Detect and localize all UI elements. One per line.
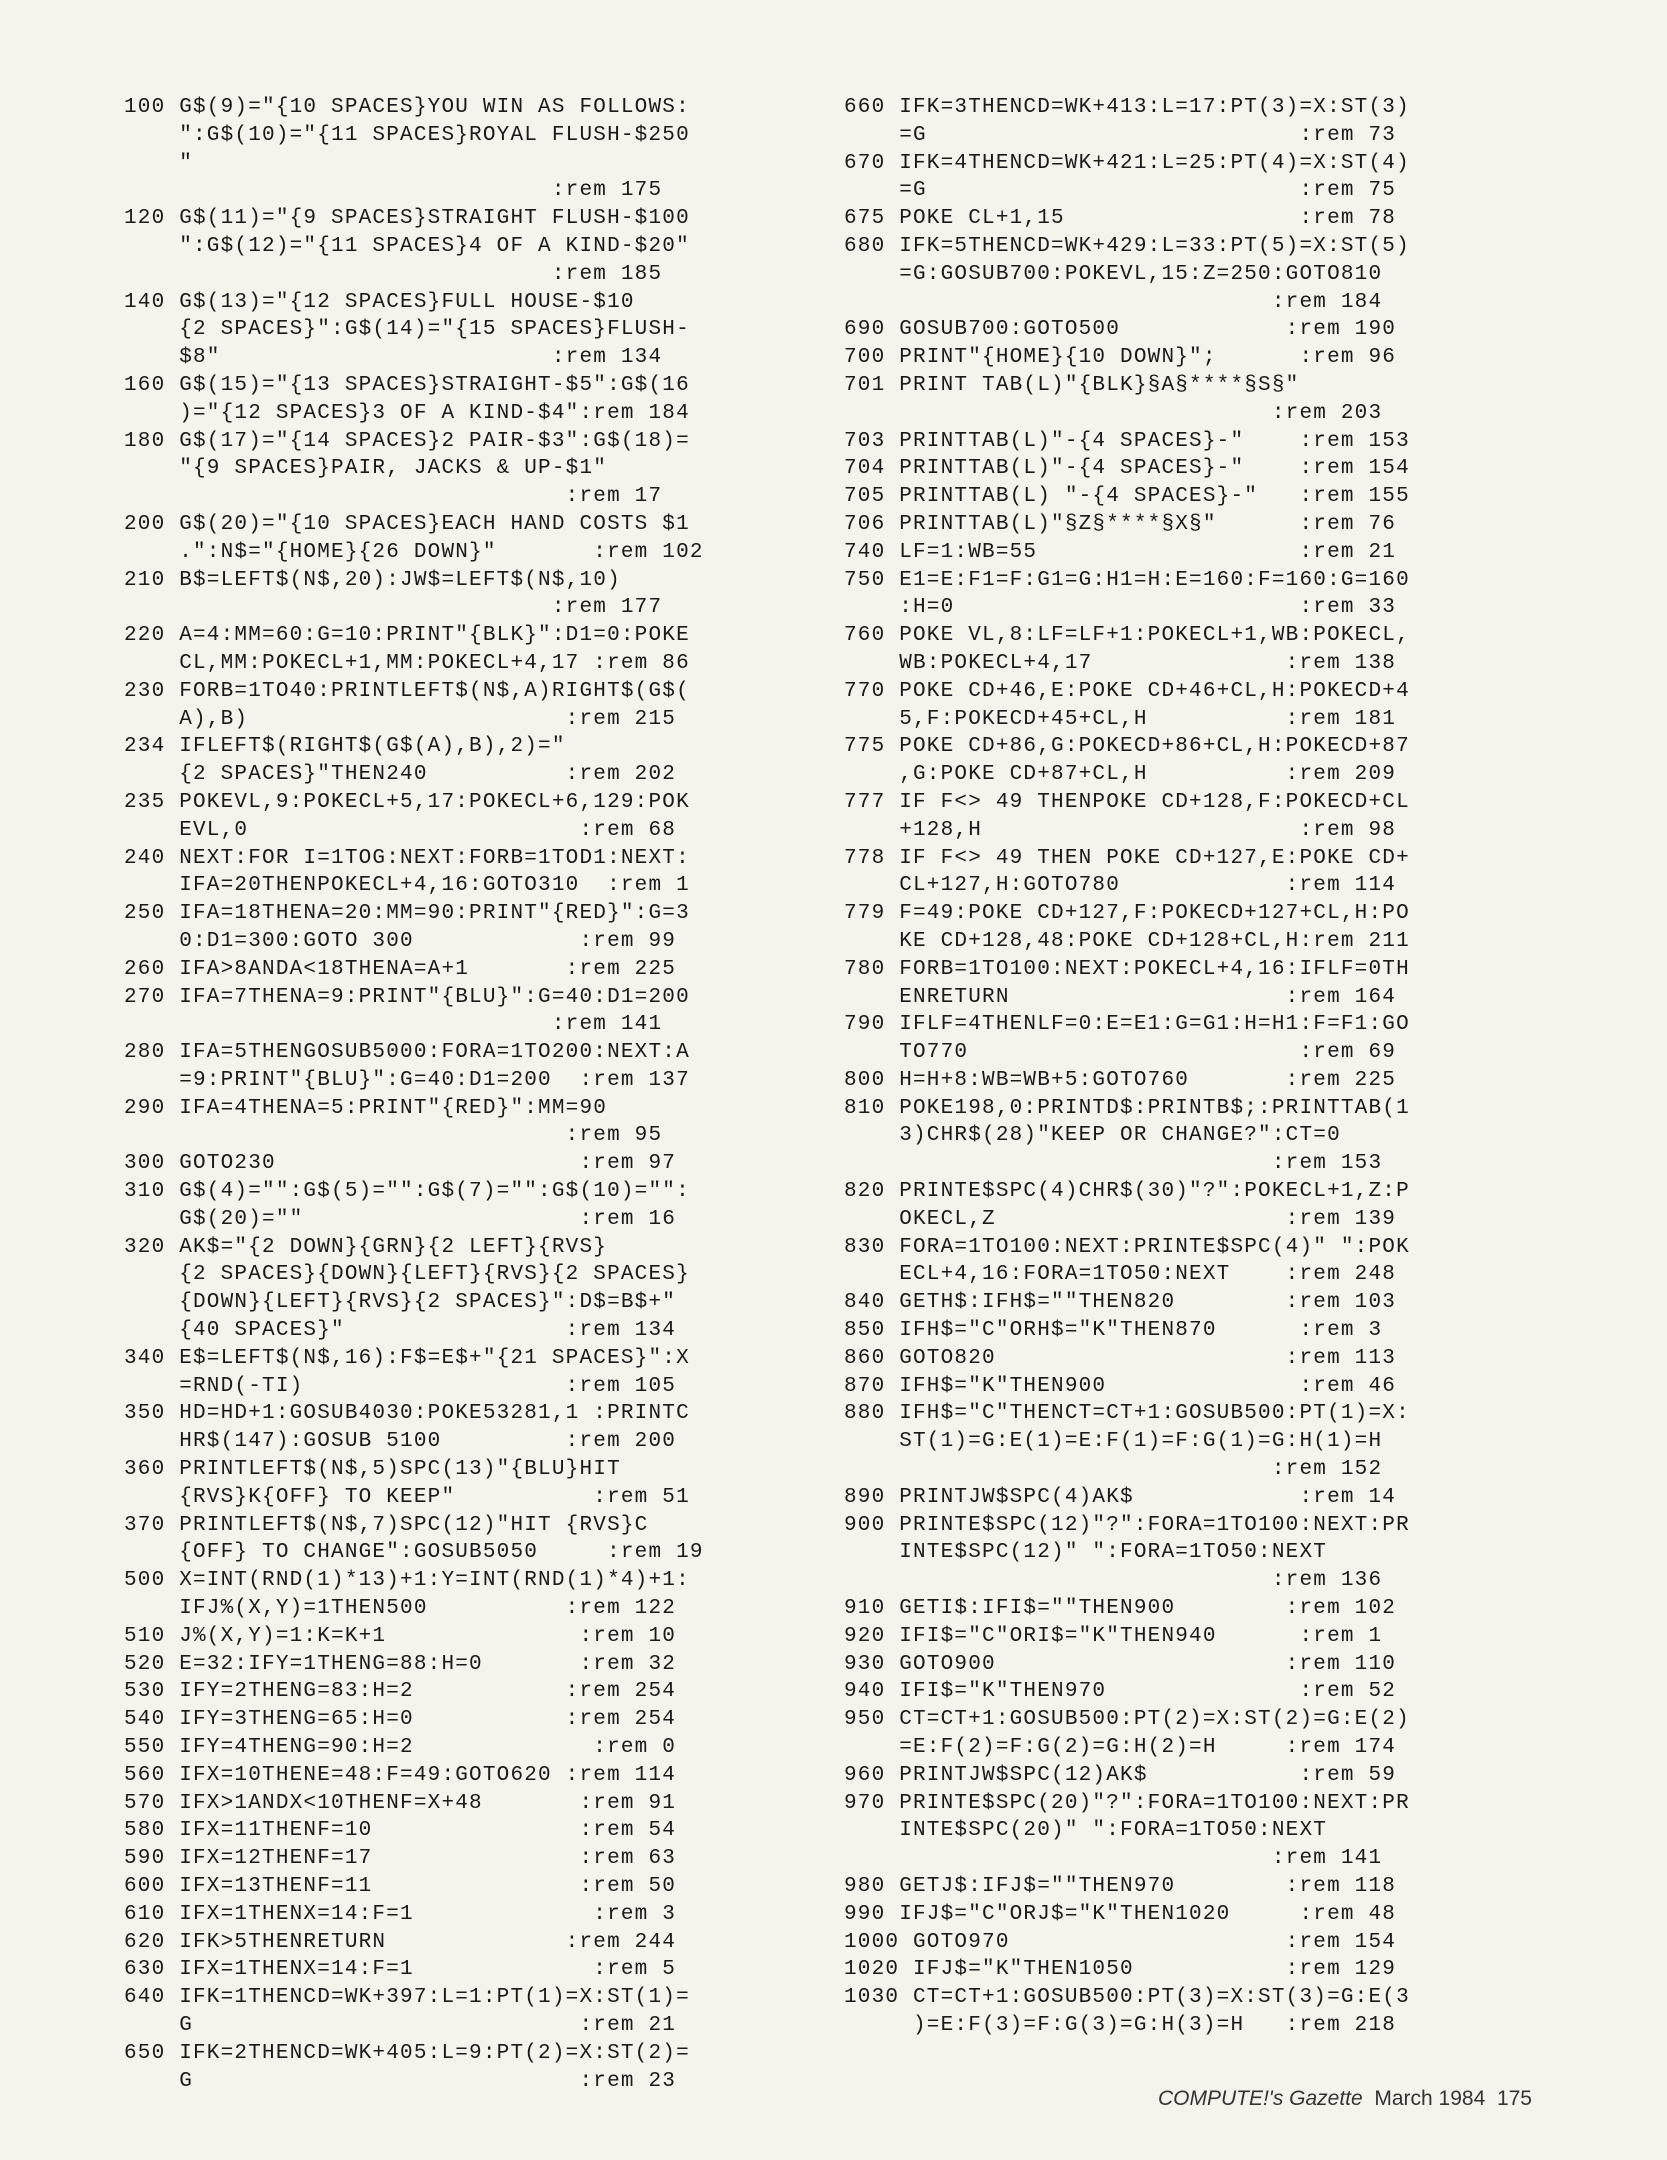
- code-line: 550 IFY=4THENG=90:H=2 :rem 0: [124, 1736, 677, 1760]
- code-line: {2 SPACES}{DOWN}{LEFT}{RVS}{2 SPACES}: [124, 1263, 690, 1287]
- code-line: 890 PRINTJW$SPC(4)AK$ :rem 14: [844, 1485, 1397, 1509]
- code-line: 703 PRINTTAB(L)"-{4 SPACES}-" :rem 153: [844, 429, 1410, 453]
- code-line: 790 IFLF=4THENLF=0:E=E1:G=G1:H=H1:F=F1:GO: [844, 1013, 1410, 1037]
- code-line: 675 POKE CL+1,15 :rem 78: [844, 207, 1397, 231]
- code-line: 777 IF F<> 49 THENPOKE CD+128,F:POKECD+CL: [844, 790, 1410, 814]
- code-line: 500 X=INT(RND(1)*13)+1:Y=INT(RND(1)*4)+1:: [124, 1569, 690, 1593]
- code-line: CL,MM:POKECL+1,MM:POKECL+4,17 :rem 86: [124, 651, 690, 675]
- code-line: 870 IFH$="K"THEN900 :rem 46: [844, 1374, 1397, 1398]
- code-line: 910 GETI$:IFI$=""THEN900 :rem 102: [844, 1597, 1397, 1621]
- code-line: :rem 175: [124, 179, 663, 203]
- code-line: ": [124, 151, 194, 175]
- code-line: 940 IFI$="K"THEN970 :rem 52: [844, 1680, 1397, 1704]
- code-line: :rem 141: [844, 1847, 1383, 1871]
- code-line: 701 PRINT TAB(L)"{BLK}§A§****§S§": [844, 373, 1300, 397]
- code-line: 360 PRINTLEFT$(N$,5)SPC(13)"{BLU}HIT: [124, 1458, 621, 1482]
- issue-date: March 1984: [1374, 2087, 1486, 2110]
- code-line: =9:PRINT"{BLU}":G=40:D1=200 :rem 137: [124, 1068, 690, 1092]
- code-line: 100 G$(9)="{10 SPACES}YOU WIN AS FOLLOWS:: [124, 96, 690, 119]
- code-line: HR$(147):GOSUB 5100 :rem 200: [124, 1430, 677, 1454]
- code-line: 260 IFA>8ANDA<18THENA=A+1 :rem 225: [124, 957, 677, 981]
- code-line: 0:D1=300:GOTO 300 :rem 99: [124, 929, 677, 953]
- code-line: 1020 IFJ$="K"THEN1050 :rem 129: [844, 1958, 1397, 1982]
- code-line: =RND(-TI) :rem 105: [124, 1374, 677, 1398]
- code-line: 990 IFJ$="C"ORJ$="K"THEN1020 :rem 48: [844, 1902, 1397, 1926]
- code-line: 778 IF F<> 49 THEN POKE CD+127,E:POKE CD+: [844, 846, 1410, 870]
- code-line: :rem 95: [124, 1124, 663, 1148]
- code-line: 120 G$(11)="{9 SPACES}STRAIGHT FLUSH-$100: [124, 207, 690, 231]
- code-line: 706 PRINTTAB(L)"§Z§****§X§" :rem 76: [844, 512, 1397, 536]
- code-line: :rem 152: [844, 1458, 1383, 1482]
- code-line: ST(1)=G:E(1)=E:F(1)=F:G(1)=G:H(1)=H: [844, 1430, 1383, 1454]
- code-line: TO770 :rem 69: [844, 1041, 1397, 1065]
- code-line: :rem 17: [124, 485, 663, 509]
- code-line: 630 IFX=1THENX=14:F=1 :rem 5: [124, 1958, 677, 1982]
- code-line: 820 PRINTE$SPC(4)CHR$(30)"?":POKECL+1,Z:P: [844, 1180, 1410, 1204]
- code-line: 880 IFH$="C"THENCT=CT+1:GOSUB500:PT(1)=X:: [844, 1402, 1410, 1426]
- code-line: 705 PRINTTAB(L) "-{4 SPACES}-" :rem 155: [844, 485, 1410, 509]
- code-line: 320 AK$="{2 DOWN}{GRN}{2 LEFT}{RVS}: [124, 1235, 608, 1259]
- code-line: {RVS}K{OFF} TO KEEP" :rem 51: [124, 1485, 690, 1509]
- code-line: $8" :rem 134: [124, 346, 663, 370]
- code-line: 234 IFLEFT$(RIGHT$(G$(A),B),2)=": [124, 735, 566, 759]
- code-line: IFJ%(X,Y)=1THEN500 :rem 122: [124, 1597, 677, 1621]
- code-line: WB:POKECL+4,17 :rem 138: [844, 651, 1397, 675]
- code-line: :rem 136: [844, 1569, 1383, 1593]
- code-line: 520 E=32:IFY=1THENG=88:H=0 :rem 32: [124, 1652, 677, 1676]
- code-line: 980 GETJ$:IFJ$=""THEN970 :rem 118: [844, 1875, 1397, 1898]
- code-line: 690 GOSUB700:GOTO500 :rem 190: [844, 318, 1397, 342]
- code-line: CL+127,H:GOTO780 :rem 114: [844, 874, 1397, 898]
- code-line: G :rem 23: [124, 2069, 677, 2093]
- code-line: 160 G$(15)="{13 SPACES}STRAIGHT-$5":G$(16: [124, 373, 690, 397]
- code-line: 290 IFA=4THENA=5:PRINT"{RED}":MM=90: [124, 1096, 608, 1120]
- code-line: 340 E$=LEFT$(N$,16):F$=E$+"{21 SPACES}":X: [124, 1346, 690, 1370]
- code-line: 860 GOTO820 :rem 113: [844, 1346, 1397, 1370]
- code-line: ,G:POKE CD+87+CL,H :rem 209: [844, 763, 1397, 787]
- left-listing-column: [124, 94, 824, 2095]
- code-line: :rem 177: [124, 596, 663, 620]
- code-line: 220 A=4:MM=60:G=10:PRINT"{BLK}":D1=0:POKE: [124, 624, 690, 648]
- code-line: 670 IFK=4THENCD=WK+421:L=25:PT(4)=X:ST(4): [844, 151, 1410, 175]
- code-line: ":G$(12)="{11 SPACES}4 OF A KIND-$20": [124, 234, 690, 258]
- code-line: :rem 141: [124, 1013, 663, 1037]
- code-line: EVL,0 :rem 68: [124, 818, 677, 842]
- code-line: 930 GOTO900 :rem 110: [844, 1652, 1397, 1676]
- code-line: )=E:F(3)=F:G(3)=G:H(3)=H :rem 218: [844, 2013, 1397, 2037]
- code-line: OKECL,Z :rem 139: [844, 1207, 1397, 1231]
- code-line: +128,H :rem 98: [844, 818, 1397, 842]
- code-line: 840 GETH$:IFH$=""THEN820 :rem 103: [844, 1291, 1397, 1315]
- code-line: 140 G$(13)="{12 SPACES}FULL HOUSE-$10: [124, 290, 635, 314]
- code-line: 830 FORA=1TO100:NEXT:PRINTE$SPC(4)" ":POK: [844, 1235, 1410, 1259]
- code-line: 530 IFY=2THENG=83:H=2 :rem 254: [124, 1680, 677, 1704]
- page-number: 175: [1496, 2087, 1532, 2110]
- code-line: 250 IFA=18THENA=20:MM=90:PRINT"{RED}":G=3: [124, 902, 690, 926]
- code-line: =G :rem 73: [844, 123, 1397, 147]
- code-line: 235 POKEVL,9:POKECL+5,17:POKECL+6,129:POK: [124, 790, 690, 814]
- code-line: :rem 203: [844, 401, 1383, 425]
- code-line: 970 PRINTE$SPC(20)"?":FORA=1TO100:NEXT:PR: [844, 1791, 1410, 1815]
- code-line: 770 POKE CD+46,E:POKE CD+46+CL,H:POKECD+4: [844, 679, 1410, 703]
- code-line: INTE$SPC(12)" ":FORA=1TO50:NEXT: [844, 1541, 1328, 1565]
- code-line: 740 LF=1:WB=55 :rem 21: [844, 540, 1397, 564]
- code-line: 590 IFX=12THENF=17 :rem 63: [124, 1847, 677, 1871]
- code-line: G :rem 21: [124, 2013, 677, 2037]
- code-line: 640 IFK=1THENCD=WK+397:L=1:PT(1)=X:ST(1)=: [124, 1986, 690, 2010]
- code-line: 810 POKE198,0:PRINTD$:PRINTB$;:PRINTTAB(1: [844, 1096, 1410, 1120]
- code-line: 280 IFA=5THENGOSUB5000:FORA=1TO200:NEXT:A: [124, 1041, 690, 1065]
- code-line: 704 PRINTTAB(L)"-{4 SPACES}-" :rem 154: [844, 457, 1410, 481]
- code-line: 180 G$(17)="{14 SPACES}2 PAIR-$3":G$(18)=: [124, 429, 690, 453]
- code-line: 610 IFX=1THENX=14:F=1 :rem 3: [124, 1902, 677, 1926]
- code-line: 570 IFX>1ANDX<10THENF=X+48 :rem 91: [124, 1791, 677, 1815]
- code-line: =G:GOSUB700:POKEVL,15:Z=250:GOTO810: [844, 262, 1383, 286]
- code-line: 5,F:POKECD+45+CL,H :rem 181: [844, 707, 1397, 731]
- code-line: ":G$(10)="{11 SPACES}ROYAL FLUSH-$250: [124, 123, 690, 147]
- code-line: 3)CHR$(28)"KEEP OR CHANGE?":CT=0: [844, 1124, 1341, 1148]
- code-line: 850 IFH$="C"ORH$="K"THEN870 :rem 3: [844, 1319, 1383, 1343]
- code-line: 680 IFK=5THENCD=WK+429:L=33:PT(5)=X:ST(5): [844, 234, 1410, 258]
- code-line: :H=0 :rem 33: [844, 596, 1397, 620]
- code-line: :rem 184: [844, 290, 1383, 314]
- code-line: 760 POKE VL,8:LF=LF+1:POKECL+1,WB:POKECL,: [844, 624, 1410, 648]
- code-line: 800 H=H+8:WB=WB+5:GOTO760 :rem 225: [844, 1068, 1397, 1092]
- code-line: 700 PRINT"{HOME}{10 DOWN}"; :rem 96: [844, 346, 1397, 370]
- right-listing-column: [844, 94, 1544, 2040]
- code-line: 510 J%(X,Y)=1:K=K+1 :rem 10: [124, 1624, 677, 1648]
- code-line: G$(20)="" :rem 16: [124, 1207, 677, 1231]
- code-line: {OFF} TO CHANGE":GOSUB5050 :rem 19: [124, 1541, 704, 1565]
- code-line: 660 IFK=3THENCD=WK+413:L=17:PT(3)=X:ST(3): [844, 96, 1410, 119]
- code-line: {2 SPACES}":G$(14)="{15 SPACES}FLUSH-: [124, 318, 690, 342]
- code-line: =G :rem 75: [844, 179, 1397, 203]
- code-line: ECL+4,16:FORA=1TO50:NEXT :rem 248: [844, 1263, 1397, 1287]
- code-line: 1030 CT=CT+1:GOSUB500:PT(3)=X:ST(3)=G:E(3: [844, 1986, 1410, 2010]
- code-line: 779 F=49:POKE CD+127,F:POKECD+127+CL,H:PO: [844, 902, 1410, 926]
- code-line: :rem 153: [844, 1152, 1383, 1176]
- code-line: 270 IFA=7THENA=9:PRINT"{BLU}":G=40:D1=200: [124, 985, 690, 1009]
- code-line: 920 IFI$="C"ORI$="K"THEN940 :rem 1: [844, 1624, 1383, 1648]
- code-line: 560 IFX=10THENE=48:F=49:GOTO620 :rem 114: [124, 1763, 677, 1787]
- code-line: )="{12 SPACES}3 OF A KIND-$4":rem 184: [124, 401, 690, 425]
- code-line: 775 POKE CD+86,G:POKECD+86+CL,H:POKECD+87: [844, 735, 1410, 759]
- code-line: 950 CT=CT+1:GOSUB500:PT(2)=X:ST(2)=G:E(2): [844, 1708, 1410, 1732]
- code-line: 370 PRINTLEFT$(N$,7)SPC(12)"HIT {RVS}C: [124, 1513, 649, 1537]
- code-line: 210 B$=LEFT$(N$,20):JW$=LEFT$(N$,10): [124, 568, 621, 592]
- code-line: 650 IFK=2THENCD=WK+405:L=9:PT(2)=X:ST(2)=: [124, 2041, 690, 2065]
- code-line: 960 PRINTJW$SPC(12)AK$ :rem 59: [844, 1763, 1397, 1787]
- code-line: ENRETURN :rem 164: [844, 985, 1397, 1009]
- page-footer: [1158, 2087, 1532, 2111]
- code-line: 230 FORB=1TO40:PRINTLEFT$(N$,A)RIGHT$(G$(: [124, 679, 690, 703]
- code-line: INTE$SPC(20)" ":FORA=1TO50:NEXT: [844, 1819, 1328, 1843]
- code-line: 580 IFX=11THENF=10 :rem 54: [124, 1819, 677, 1843]
- code-line: 240 NEXT:FOR I=1TOG:NEXT:FORB=1TOD1:NEXT:: [124, 846, 690, 870]
- code-line: 620 IFK>5THENRETURN :rem 244: [124, 1930, 677, 1954]
- code-line: .":N$="{HOME}{26 DOWN}" :rem 102: [124, 540, 704, 564]
- code-line: 750 E1=E:F1=F:G1=G:H1=H:E=160:F=160:G=160: [844, 568, 1410, 592]
- code-line: {2 SPACES}"THEN240 :rem 202: [124, 763, 677, 787]
- code-line: {DOWN}{LEFT}{RVS}{2 SPACES}":D$=B$+": [124, 1291, 677, 1315]
- code-line: 900 PRINTE$SPC(12)"?":FORA=1TO100:NEXT:PR: [844, 1513, 1410, 1537]
- publication-name: COMPUTE!'s Gazette: [1157, 2087, 1363, 2110]
- code-line: 200 G$(20)="{10 SPACES}EACH HAND COSTS $1: [124, 512, 690, 536]
- code-line: KE CD+128,48:POKE CD+128+CL,H:rem 211: [844, 929, 1410, 953]
- code-line: :rem 185: [124, 262, 663, 286]
- code-line: 310 G$(4)="":G$(5)="":G$(7)="":G$(10)="":: [124, 1180, 690, 1204]
- code-line: {40 SPACES}" :rem 134: [124, 1319, 677, 1343]
- code-line: "{9 SPACES}PAIR, JACKS & UP-$1": [124, 457, 608, 481]
- code-line: IFA=20THENPOKECL+4,16:GOTO310 :rem 1: [124, 874, 690, 898]
- code-line: A),B) :rem 215: [124, 707, 677, 731]
- code-line: 300 GOTO230 :rem 97: [124, 1152, 677, 1176]
- code-line: 780 FORB=1TO100:NEXT:POKECL+4,16:IFLF=0TH: [844, 957, 1410, 981]
- code-line: =E:F(2)=F:G(2)=G:H(2)=H :rem 174: [844, 1736, 1397, 1760]
- code-line: 600 IFX=13THENF=11 :rem 50: [124, 1875, 677, 1898]
- code-line: 350 HD=HD+1:GOSUB4030:POKE53281,1 :PRINTC: [124, 1402, 690, 1426]
- code-line: 540 IFY=3THENG=65:H=0 :rem 254: [124, 1708, 677, 1732]
- code-line: 1000 GOTO970 :rem 154: [844, 1930, 1397, 1954]
